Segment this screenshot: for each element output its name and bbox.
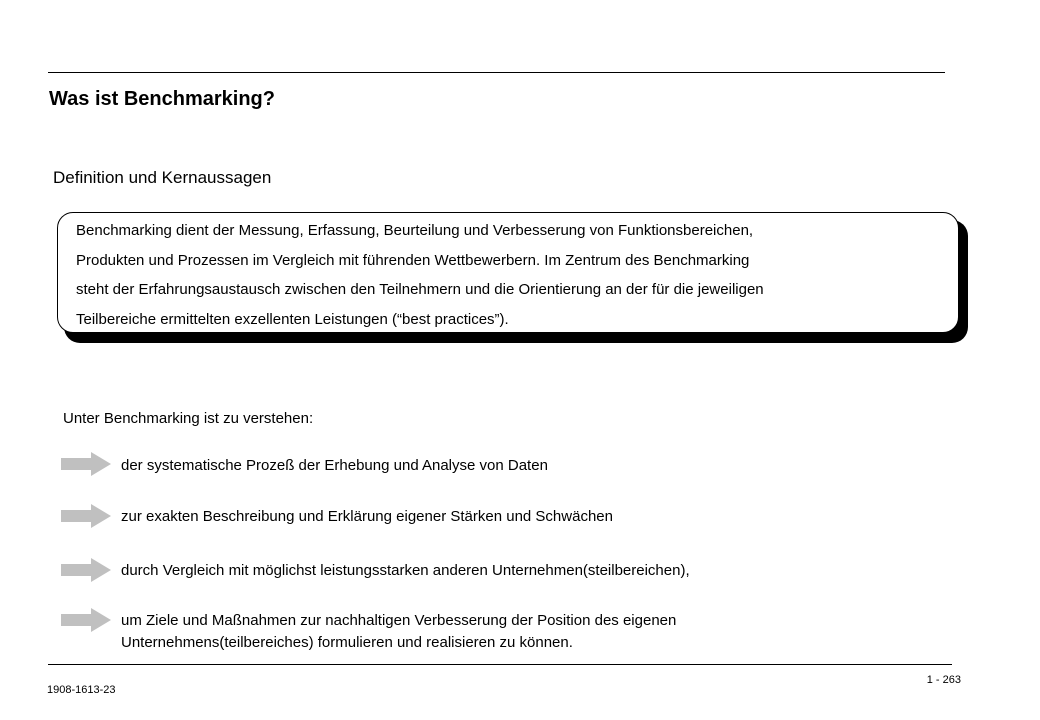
list-item-text xyxy=(121,455,548,477)
definition-text xyxy=(76,216,956,334)
right-arrow-icon xyxy=(61,608,111,632)
list-item-line: durch Vergleich mit möglichst leistungsstarken anderen Unternehmen(steilbereichen), xyxy=(121,562,690,579)
right-arrow-icon xyxy=(61,504,111,528)
definition-line: Produkten und Prozessen im Vergleich mit führenden Wettbewerbern. Im Zentrum des Benchmarking xyxy=(76,251,750,269)
list-item-line: zur exakten Beschreibung und Erklärung eigener Stärken und Schwächen xyxy=(121,508,613,525)
document-code: 1908-1613-23 xyxy=(47,684,116,696)
list-intro: Unter Benchmarking ist zu verstehen: xyxy=(63,410,314,427)
page-title: Was ist Benchmarking? xyxy=(49,88,275,110)
list-item-line: um Ziele und Maßnahmen zur nachhaltigen Verbesserung der Position des eigenen xyxy=(121,612,677,629)
list-item-line: der systematische Prozeß der Erhebung und Analyse von Daten xyxy=(121,457,548,474)
top-divider xyxy=(48,72,945,73)
section-heading: Definition und Kernaussagen xyxy=(53,168,272,187)
list-item-text xyxy=(121,506,613,528)
list-item-line: Unternehmens(teilbereiches) formulieren und realisieren zu können. xyxy=(121,634,573,651)
list-item-text xyxy=(121,560,690,582)
list-item-text xyxy=(121,610,676,654)
right-arrow-icon xyxy=(61,452,111,476)
definition-line: Benchmarking dient der Messung, Erfassung, Beurteilung und Verbesserung von Funktionsbereichen, xyxy=(76,222,754,239)
bottom-divider xyxy=(48,664,952,665)
definition-line: steht der Erfahrungsaustausch zwischen den Teilnehmern und die Orientierung an der für die jeweiligen xyxy=(76,281,764,298)
definition-line: Teilbereiche ermittelten exzellenten Leistungen (“best practices”). xyxy=(76,310,509,328)
right-arrow-icon xyxy=(61,558,111,582)
page-number: 1 - 263 xyxy=(926,674,961,686)
